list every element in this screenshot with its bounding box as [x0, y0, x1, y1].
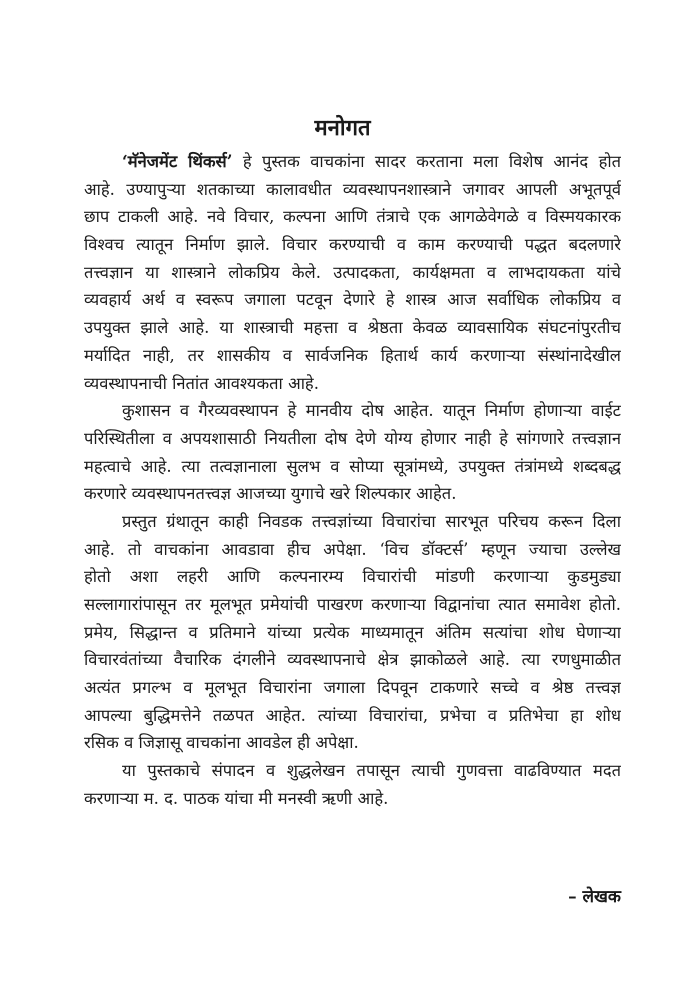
text-line: परिस्थितीला व अपयशासाठी नियतीला दोष देणे योग्य होणार नाही हे सांगणारे तत्त्वज्ञान	[84, 428, 621, 448]
preface-body	[84, 148, 621, 813]
text-line: मर्यादित नाही, तर शासकीय व सार्वजनिक हितार्थ कार्य करणाऱ्या संस्थांनादेखील	[84, 345, 621, 365]
text-line: अत्यंत प्रगल्भ व मूलभूत विचारांना जगाला दिपवून टाकणारे सच्चे व श्रेष्ठ तत्त्वज्ञ	[84, 678, 621, 698]
paragraph	[84, 508, 621, 757]
book-title-emphasis: ‘मॅनेजमेंट थिंकर्स’	[122, 152, 233, 171]
text-line: प्रस्तुत ग्रंथातून काही निवडक तत्त्वज्ञांच्या विचारांचा सारभूत परिचय करून दिला	[122, 511, 621, 531]
line-text: हे पुस्तक वाचकांना सादर करताना मला विशेष आनंद होत	[232, 152, 621, 171]
text-line: प्रमेय, सिद्धान्त व प्रतिमाने यांच्या प्रत्येक माध्यमातून अंतिम सत्यांचा शोध घेणाऱ्या	[84, 622, 621, 642]
text-line: करणारे व्यवस्थापनतत्त्वज्ञ आजच्या युगाचे खरे शिल्पकार आहेत.	[84, 484, 457, 504]
text-line: छाप टाकली आहे. नवे विचार, कल्पना आणि तंत्राचे एक आगळेवेगळे व विस्मयकारक	[84, 207, 621, 227]
paragraph	[84, 148, 621, 397]
text-line: कुशासन व गैरव्यवस्थापन हे मानवीय दोष आहेत. यातून निर्माण होणाऱ्या वाईट	[122, 401, 621, 421]
text-line: विश्वच त्यातून निर्माण झाले. विचार करण्याची व काम करण्याची पद्धत बदलणारे	[84, 235, 621, 255]
text-line: या पुस्तकाचे संपादन व शुद्धलेखन तपासून त्याची गुणवत्ता वाढविण्यात मदत	[122, 761, 621, 781]
text-line: महत्वाचे आहे. त्या तत्वज्ञानाला सुलभ व सोप्या सूत्रांमध्ये, उपयुक्त तंत्रांमध्ये शब्दबद्ध	[84, 456, 621, 476]
text-line: आहे. तो वाचकांना आवडावा हीच अपेक्षा. ‘विच डॉक्टर्स’ म्हणून ज्याचा उल्लेख	[84, 539, 621, 559]
text-line	[84, 148, 621, 176]
paragraph	[84, 757, 621, 812]
text-line: उपयुक्त झाले आहे. या शास्त्राची महत्ता व श्रेष्ठता केवळ व्यावसायिक संघटनांपुरतीच	[84, 318, 621, 338]
text-line: सल्लागारांपासून तर मूलभूत प्रमेयांची पाखरण करणाऱ्या विद्वानांचा त्यात समावेश होतो.	[84, 595, 621, 614]
text-line: करणाऱ्या म. द. पाठक यांचा मी मनस्वी ऋणी आहे.	[84, 788, 389, 808]
text-line: रसिक व जिज्ञासू वाचकांना आवडेल ही अपेक्षा.	[84, 733, 359, 753]
paragraph	[84, 397, 621, 508]
text-line: व्यवस्थापनाची नितांत आवश्यकता आहे.	[84, 373, 319, 393]
text-line: होतो अशा लहरी आणि कल्पनारम्य विचारांची मांडणी करणाऱ्या कुडमुड्या	[84, 567, 621, 587]
text-line: आहे. उण्यापुऱ्या शतकाच्या कालावधीत व्यवस्थापनशास्त्राने जगावर आपली अभूतपूर्व	[84, 179, 621, 199]
text-line: तत्त्वज्ञान या शास्त्राने लोकप्रिय केले. उत्पादकता, कार्यक्षमता व लाभदायकता यांचे	[84, 262, 621, 282]
author-signature: – लेखक	[568, 887, 621, 907]
text-line: आपल्या बुद्धिमत्तेने तळपत आहेत. त्यांच्या विचारांचा, प्रभेचा व प्रतिभेचा हा शोध	[84, 705, 621, 725]
text-line: व्यवहार्य अर्थ व स्वरूप जगाला पटवून देणारे हे शास्त्र आज सर्वाधिक लोकप्रिय व	[84, 290, 621, 310]
text-line: विचारवंतांच्या वैचारिक दंगलीने व्यवस्थापनाचे क्षेत्र झाकोळले आहे. त्या रणधुमाळीत	[84, 650, 621, 670]
page-title: मनोगत	[314, 115, 371, 141]
